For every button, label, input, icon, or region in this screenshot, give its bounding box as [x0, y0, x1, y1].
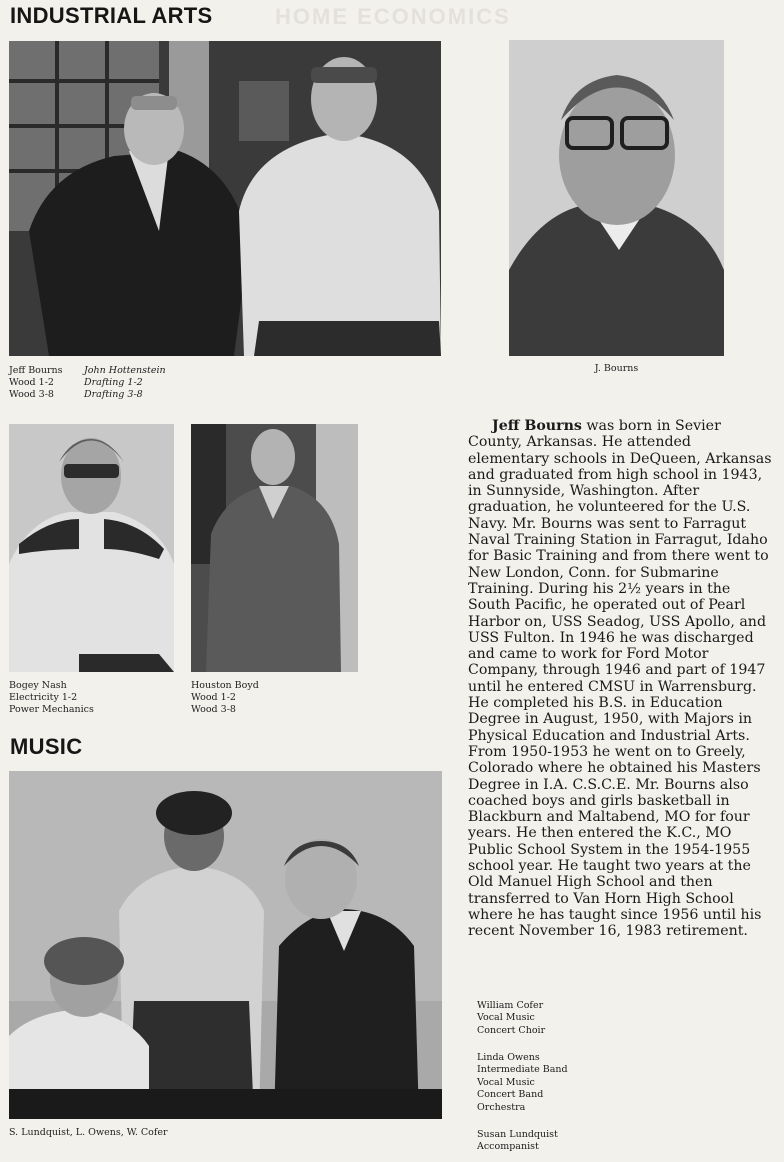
- bio-text: was born in Sevier County, Arkansas. He attended elementary schools in DeQueen, Arkansas and graduated from high school in 1943, in Sunnyside, Washington. After graduation, he volunteered for the U.S. Navy. Mr. Bourns was sent to Farragut Naval Training Station in Farragut, Idaho for Basic Training and from there went to New London, Conn. for Submarine Training. During his 2½ years in the South Pacific, he operated out of Pearl Harbor on, USS Seadog, USS Apollo, and USS Fulton. In 1946 he was discharged and came to work for Ford Motor Company, through 1946 and part of 1947 until he entered CMSU in Warrensburg. He completed his B.S. in Education Degree in August, 1950, with Majors in Physical Education and Industrial Arts. From 1950-1953 he went on to Greely, Colorado where he obtained his Masters Degree in I.A. C.S.C.E. Mr. Bourns also coached boys and girls basketball in Blackburn and Maltabend, MO for four years. He then entered the K.C., MO Public School System in the 1954-1955 school year. He taught two years at the Old Manuel High School and then transferred to Van Horn High School where he has taught since 1956 until his recent November 16, 1983 retirement.: [468, 418, 772, 940]
- photo-music-faculty: [9, 771, 442, 1119]
- credit-name: Susan Lundquist: [477, 1129, 558, 1140]
- photo-bogey-nash: [9, 424, 174, 672]
- caption-name: Houston Boyd: [191, 680, 259, 691]
- credit-role: Vocal Music: [477, 1012, 535, 1024]
- credit-role: Accompanist: [477, 1141, 539, 1153]
- caption-j-bourns: [509, 363, 724, 375]
- photo-houston-boyd: [191, 424, 358, 672]
- caption-names: S. Lundquist, L. Owens, W. Cofer: [9, 1127, 168, 1138]
- caption-name: Bogey Nash: [9, 680, 67, 691]
- caption-class: Electricity 1-2: [9, 692, 78, 703]
- caption-bogey-nash: [9, 680, 94, 716]
- credit-role: Intermediate Band: [477, 1064, 568, 1076]
- caption-jeff-bourns: [9, 365, 63, 401]
- caption-class: Wood 3-8: [191, 704, 236, 715]
- caption-class: Wood 1-2: [9, 377, 54, 388]
- caption-class: Power Mechanics: [9, 704, 94, 715]
- credit-linda-owens: [477, 1052, 568, 1114]
- section-heading-industrial-arts: INDUSTRIAL ARTS: [10, 3, 213, 28]
- caption-name: Jeff Bourns: [9, 365, 63, 376]
- credit-role: Concert Band: [477, 1089, 544, 1101]
- credit-name: William Cofer: [477, 1000, 544, 1011]
- credit-role: Orchestra: [477, 1101, 526, 1113]
- caption-class: Wood 3-8: [9, 389, 54, 400]
- photo-j-bourns-portrait: [509, 40, 724, 356]
- photo-bourns-hottenstein: [9, 41, 441, 356]
- credit-role: Concert Choir: [477, 1024, 546, 1036]
- caption-name: J. Bourns: [594, 363, 639, 374]
- caption-houston-boyd: [191, 680, 259, 716]
- ghost-heading: HOME ECONOMICS: [275, 4, 511, 29]
- credit-role: Vocal Music: [477, 1076, 535, 1088]
- credit-name: Linda Owens: [477, 1052, 540, 1063]
- credit-susan-lundquist: [477, 1129, 558, 1154]
- caption-john-hottenstein: [84, 365, 166, 401]
- caption-music-photo: [9, 1127, 168, 1139]
- caption-name: John Hottenstein: [84, 365, 166, 376]
- section-heading-music: MUSIC: [10, 734, 83, 759]
- caption-class: Drafting 3-8: [84, 389, 143, 400]
- credit-william-cofer: [477, 1000, 545, 1037]
- caption-class: Wood 1-2: [191, 692, 236, 703]
- caption-class: Drafting 1-2: [84, 377, 143, 388]
- bio-name: Jeff Bourns: [492, 418, 582, 434]
- bio-jeff-bourns: [468, 418, 774, 940]
